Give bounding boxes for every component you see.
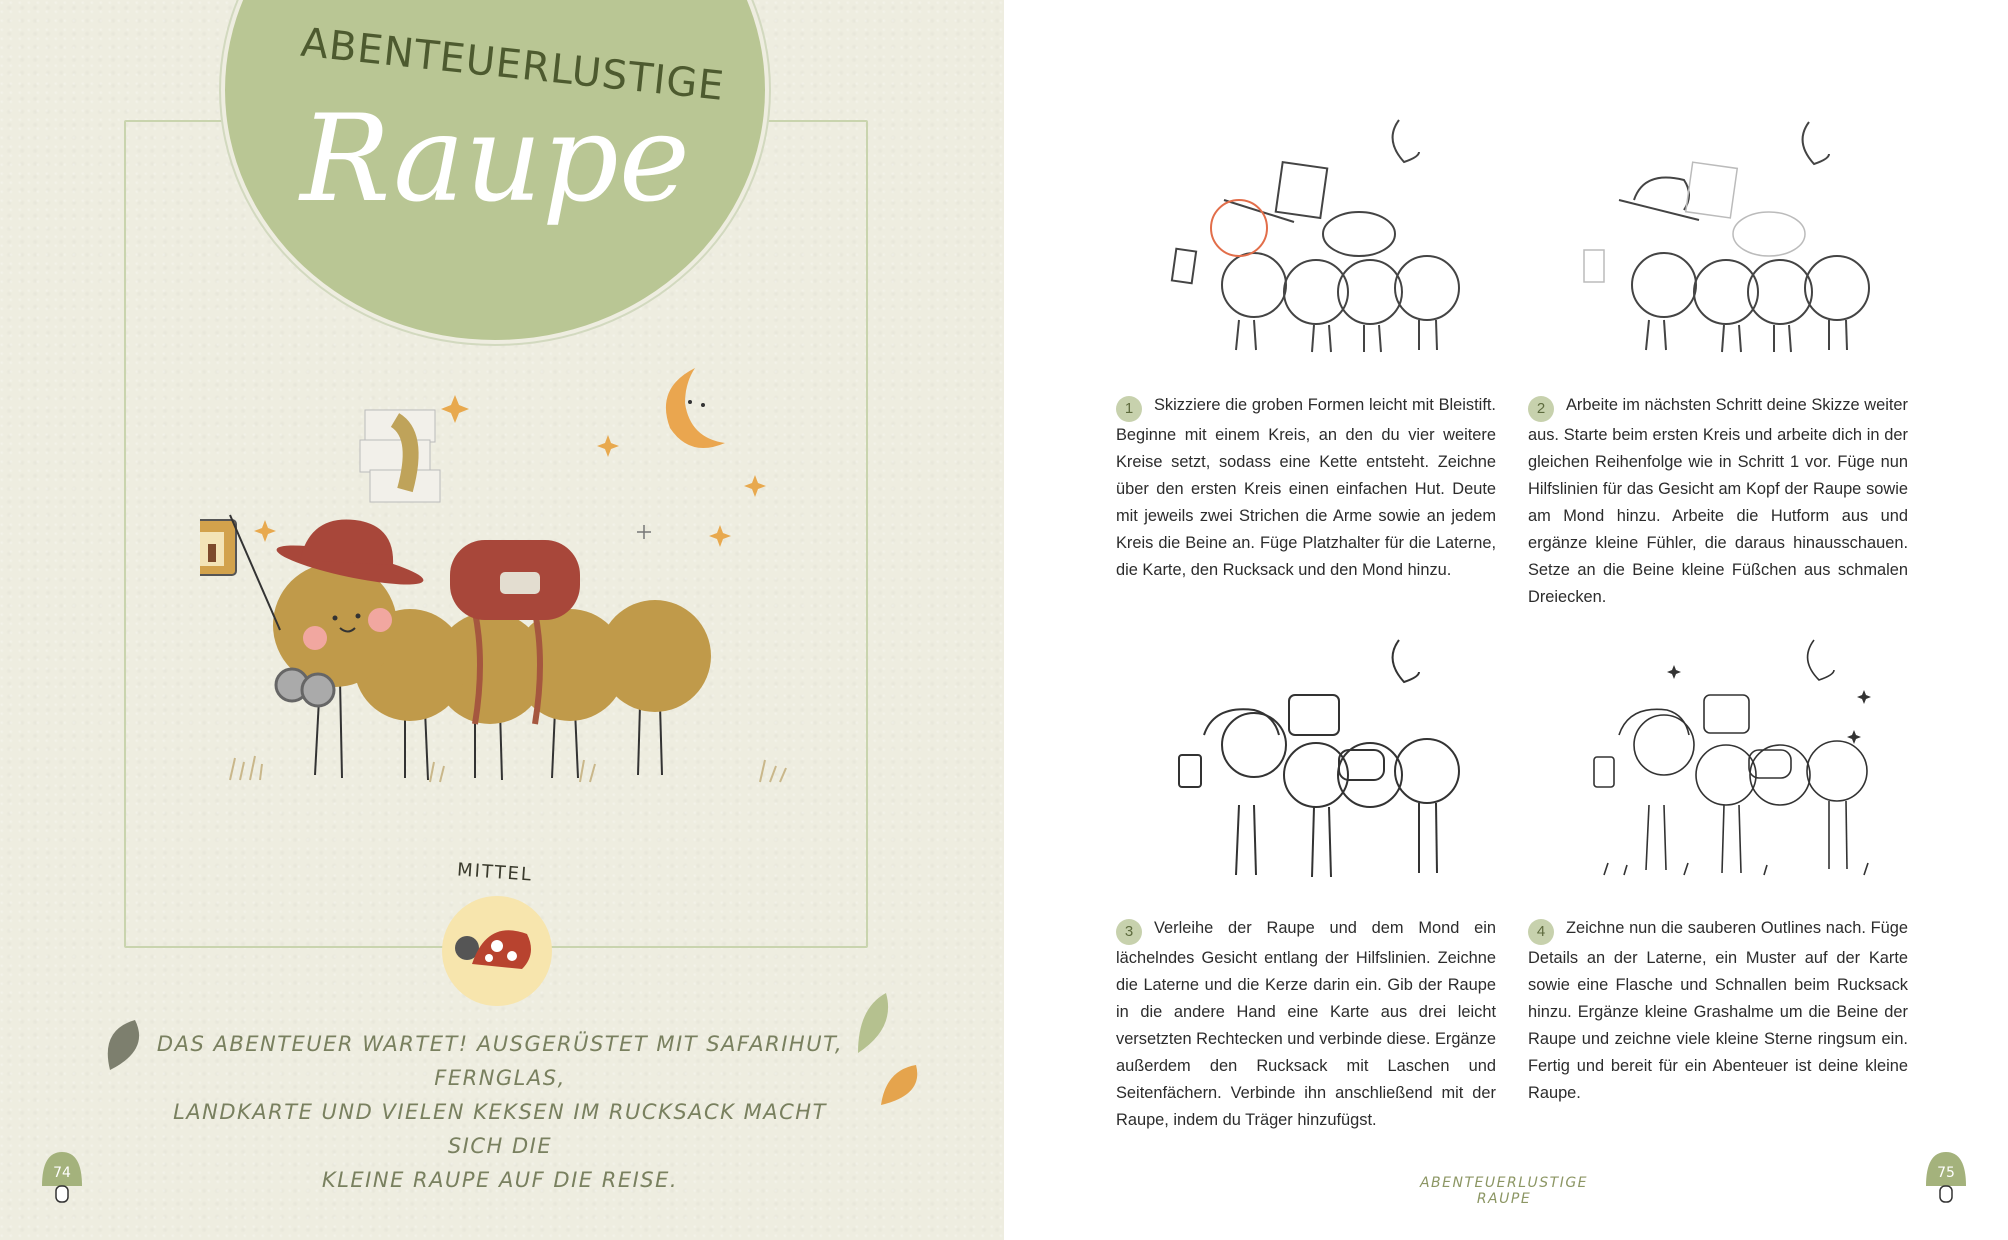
step-text: Skizziere die groben Formen leicht mit Bleistift. Beginne mit einem Kreis, an den du vier weitere Kreise setzt, sodass eine Kette entsteht. Zeichne über den ersten Kreis einen einfachen Hut. Deute mit jeweils zwei Strichen die Arme sowie an jedem Kreis die Beine an. Füge Platzhalter für die Laterne, die Karte, den Rucksack und den Mond hinzu.: [1116, 396, 1496, 579]
page-number-left: [40, 1150, 84, 1208]
step-4: [1528, 915, 1908, 1107]
difficulty-badge: [442, 896, 552, 1006]
page-title: Raupe: [300, 90, 690, 229]
caterpillar-illustration: [200, 350, 820, 830]
step-number-badge: 1: [1116, 396, 1142, 422]
oak-leaf-icon: [876, 1060, 926, 1110]
step-text: Verleihe der Raupe und dem Mond ein lächelndes Gesicht entlang der Hilfslinien. Zeichne die Laterne und die Kerze darin ein. Gib der Raupe in die andere Hand eine Karte aus drei leicht versetzten Rechtecken und verbinde diese. Ergänze außerdem den Rucksack mit Laschen und Seitenfächern. Verbinde ihn anschließend mit der Raupe, indem du Träger hinzufügst.: [1116, 919, 1496, 1129]
step-3-sketch: [1154, 635, 1484, 895]
step-4-sketch: [1564, 635, 1894, 895]
running-footer: ABENTEUERLUSTIGE RAUPE: [1419, 1175, 1589, 1207]
intro-line: LANDKARTE UND VIELEN KEKSEN IM RUCKSACK MACHT SICH DIE: [173, 1100, 827, 1158]
intro-text: [150, 1027, 850, 1197]
step-3: [1116, 915, 1496, 1134]
right-page: [1004, 0, 2008, 1240]
page-number-right: [1924, 1150, 1968, 1208]
step-text: Arbeite im nächsten Schritt deine Skizze weiter aus. Starte beim ersten Kreis und arbeite dich in der gleichen Reihenfolge wie in Schritt 1 vor. Füge nun Hilfslinien für das Gesicht am Kopf der Raupe sowie am Mond hinzu. Arbeite die Hutform aus und ergänze kleine Fühler, die daraus hinausschauen. Setze an die Beine kleine Füßchen aus schmalen Dreiecken.: [1528, 396, 1908, 606]
difficulty-label: MITTEL: [456, 859, 534, 886]
step-1-sketch: [1154, 110, 1484, 370]
step-number-badge: 2: [1528, 396, 1554, 422]
step-number-badge: 3: [1116, 919, 1142, 945]
step-text: Zeichne nun die sauberen Outlines nach. Füge Details an der Laterne, ein Muster auf der Karte sowie eine Flasche und Schnallen beim Rucksack hinzu. Ergänze kleine Grashalme um die Beine der Raupe und zeichne viele kleine Sterne ringsum ein. Fertig und bereit für ein Abenteuer ist deine kleine Raupe.: [1528, 919, 1908, 1102]
intro-line: DAS ABENTEUER WARTET! AUSGERÜSTET MIT SAFARIHUT, FERNGLAS,: [156, 1032, 844, 1090]
moon-icon: [666, 368, 725, 448]
step-1: [1116, 392, 1496, 584]
lantern-icon: [200, 520, 236, 575]
leaf-icon: [100, 1015, 150, 1075]
step-2: [1528, 392, 1908, 611]
page-number-text: 75: [1937, 1165, 1955, 1181]
title-top: ABENTEUERLUSTIGE: [298, 19, 727, 110]
ladybug-mushroom-icon: [442, 896, 552, 1006]
leaf-icon: [848, 988, 898, 1058]
step-2-sketch: [1564, 110, 1894, 370]
page-number-text: 74: [53, 1165, 71, 1181]
intro-line: KLEINE RAUPE AUF DIE REISE.: [321, 1168, 679, 1192]
step-number-badge: 4: [1528, 919, 1554, 945]
